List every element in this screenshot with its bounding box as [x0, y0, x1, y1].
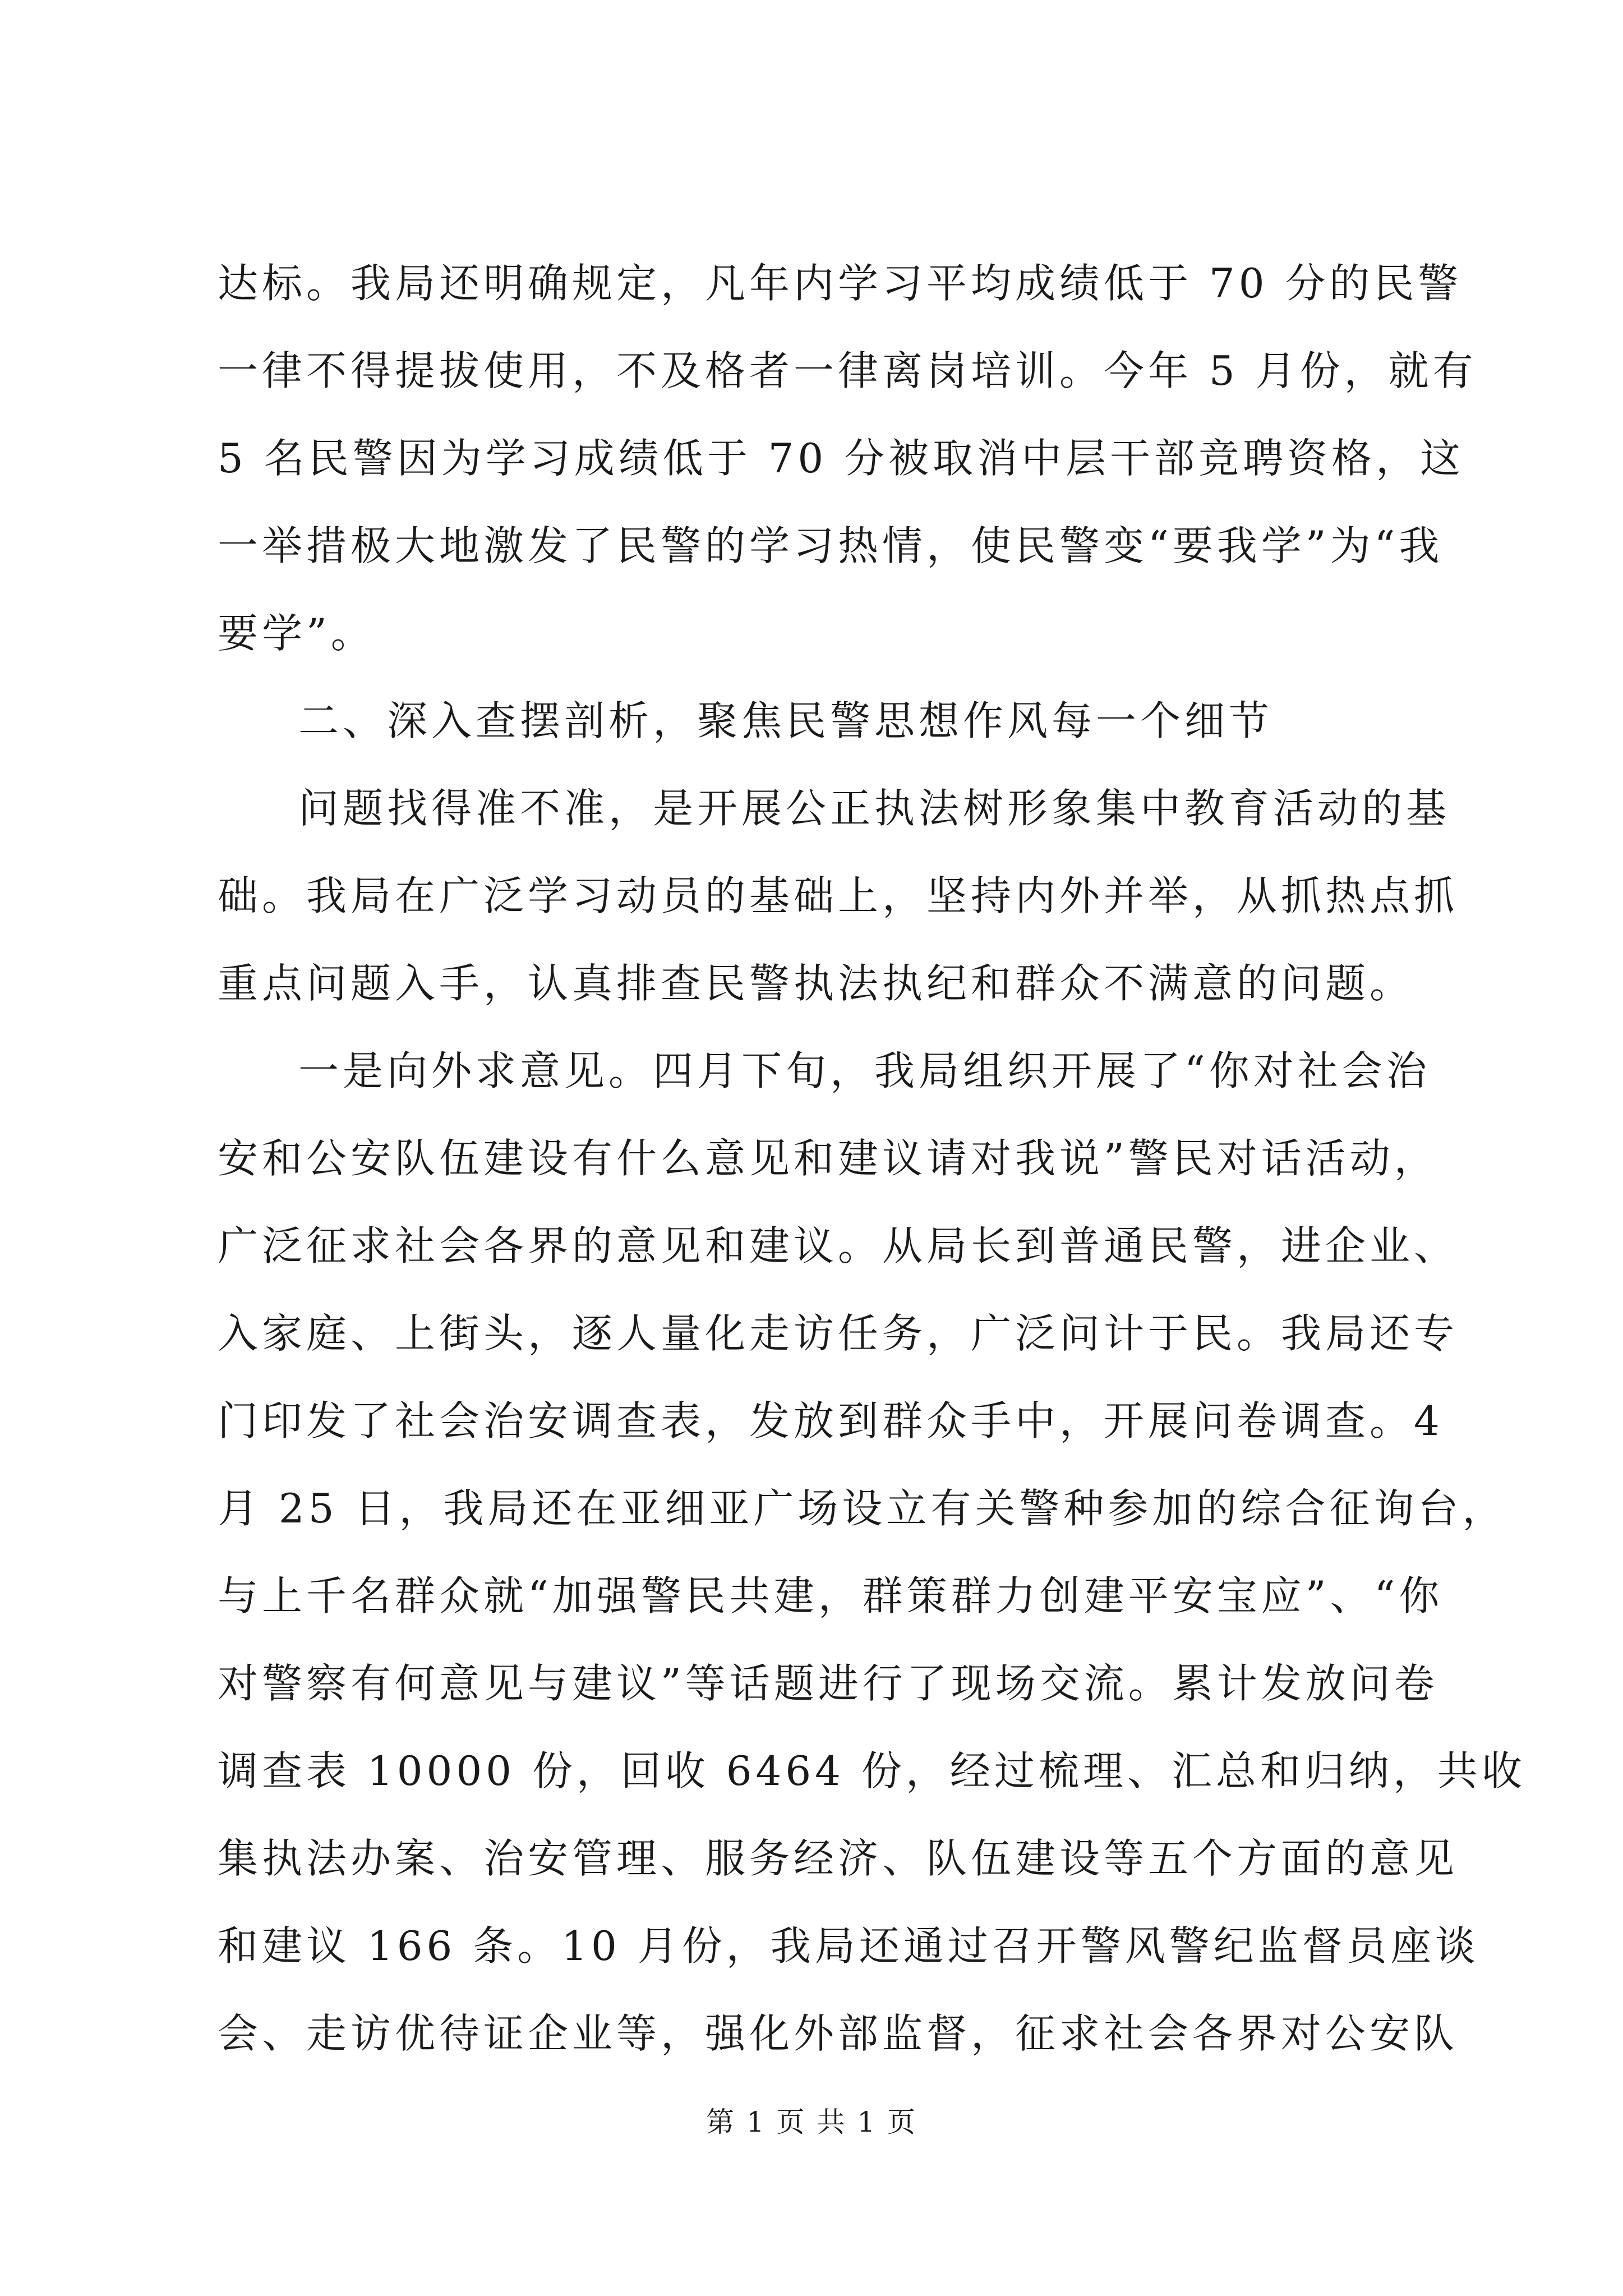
text-line: 重点问题入手，认真排查民警执法执纪和群众不满意的问题。 — [218, 960, 1414, 1007]
text-line: 月 25 日，我局还在亚细亚广场设立有关警种参加的综合征询台， — [218, 1485, 1507, 1532]
text-line: 广泛征求社会各界的意见和建议。从局长到普通民警，进企业、 — [218, 1222, 1459, 1269]
text-line: 对警察有何意见与建议”等话题进行了现场交流。累计发放问卷 — [218, 1660, 1438, 1707]
text-line: 会、走访优待证企业等，强化外部监督，征求社会各界对公安队 — [218, 2010, 1459, 2057]
text-line: 门印发了社会治安调查表，发放到群众手中，开展问卷调查。4 — [218, 1397, 1444, 1444]
text-line: 达标。我局还明确规定，凡年内学习平均成绩低于 70 分的民警 — [218, 260, 1463, 307]
text-line: 与上千名群众就“加强警民共建，群策群力创建平安宝应”、“你 — [218, 1572, 1444, 1619]
text-line: 集执法办案、治安管理、服务经济、队伍建设等五个方面的意见 — [218, 1835, 1459, 1882]
text-line: 安和公安队伍建设有什么意见和建议请对我说”警民对话活动， — [218, 1135, 1438, 1182]
page-number-footer: 第 1 页 共 1 页 — [706, 2106, 917, 2138]
text-line: 和建议 166 条。10 月份，我局还通过召开警风警纪监督员座谈 — [218, 1922, 1479, 1970]
text-line: 一举措极大地激发了民警的学习热情，使民警变“要我学”为“我 — [218, 522, 1444, 569]
text-line: 5 名民警因为学习成绩低于 70 分被取消中层干部竞聘资格，这 — [218, 435, 1465, 482]
text-line: 调查表 10000 份，回收 6464 份，经过梳理、汇总和归纳，共收 — [218, 1747, 1526, 1795]
text-line: 要学”。 — [218, 610, 375, 657]
text-line: 础。我局在广泛学习动员的基础上，坚持内外并举，从抓热点抓 — [218, 872, 1459, 919]
text-line: 一律不得提拔使用，不及格者一律离岗培训。今年 5 月份，就有 — [218, 347, 1477, 394]
text-line: 一是向外求意见。四月下旬，我局组织开展了“你对社会治 — [298, 1047, 1431, 1094]
section-heading: 二、深入查摆剖析，聚焦民警思想作风每一个细节 — [298, 697, 1274, 744]
text-line: 入家庭、上街头，逐人量化走访任务，广泛问计于民。我局还专 — [218, 1310, 1459, 1357]
text-line: 问题找得准不准，是开展公正执法树形象集中教育活动的基 — [298, 785, 1451, 832]
